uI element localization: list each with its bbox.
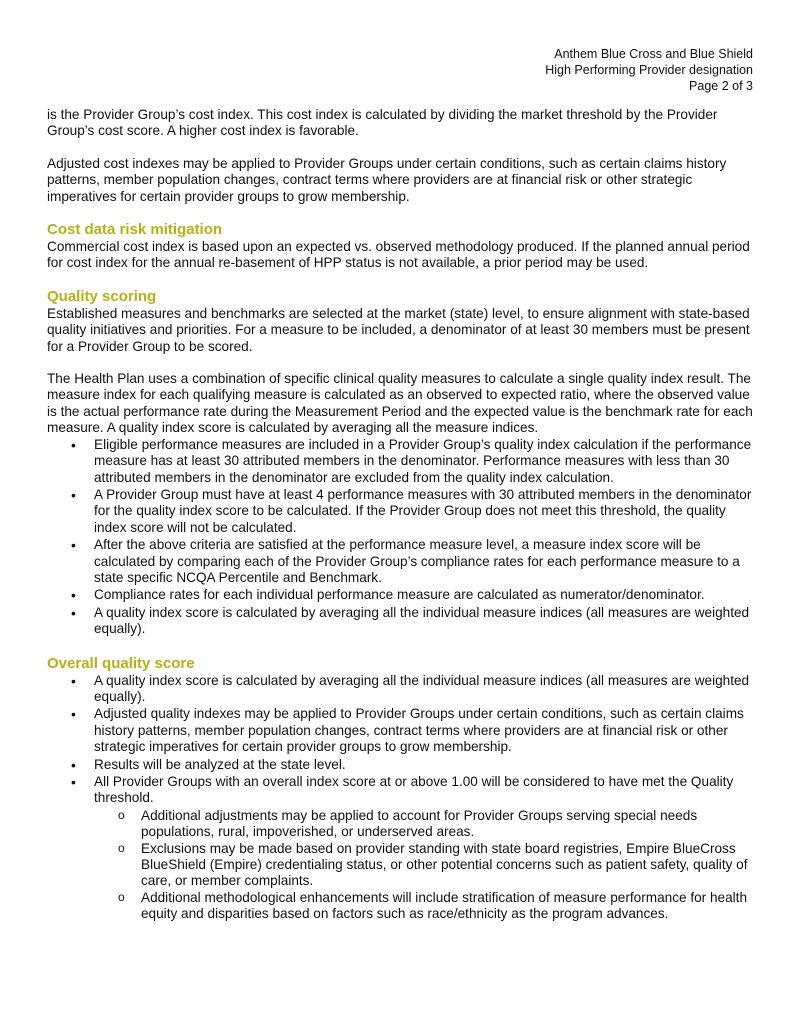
- cost-risk-heading: Cost data risk mitigation: [47, 221, 223, 239]
- list-item: • After the above criteria are satisfied at the performance measure level, a measure index score will be calculated by comparing each of the Provider Group’s compliance rates for each performance measure to a state specific NCQA Percentile and Benchmark.: [47, 537, 759, 586]
- quality-scoring-paragraph-2: The Health Plan uses a combination of specific clinical quality measures to calculate a single quality index result. The measure index for each qualifying measure is calculated as an observed to expected ratio, where the observed value is the actual performance rate during the Measurement Period and the expected value is the benchmark rate for each measure. A quality index score is calculated by averaging all the measure indices.: [47, 371, 753, 436]
- sub-list-item: o Exclusions may be made based on provider standing with state board registries, Empire BlueCross BlueShield (Empire) credentialing status, or other potential concerns such as patient safety, quality of care, or member complaints.: [94, 841, 759, 890]
- list-item: • A quality index score is calculated by averaging all the individual measure indices (all measures are weighted equally).: [47, 673, 759, 706]
- document-body: [47, 107, 759, 923]
- page-header: [545, 46, 753, 94]
- sub-list-item: o Additional methodological enhancements will include stratification of measure performance for health equity and disparities based on factors such as race/ethnicity as the program advances.: [94, 890, 759, 923]
- overall-quality-heading: Overall quality score: [47, 654, 195, 672]
- header-page-number: Page 2 of 3: [689, 79, 753, 93]
- list-item: • A Provider Group must have at least 4 performance measures with 30 attributed members in the denominator for the quality index score to be calculated. If the Provider Group does not meet this threshold, the quality index score will not be calculated.: [47, 487, 759, 536]
- list-item: • Results will be analyzed at the state level.: [47, 757, 759, 773]
- list-item: • Compliance rates for each individual performance measure are calculated as numerator/denominator.: [47, 587, 759, 603]
- sub-list-item: o Additional adjustments may be applied to account for Provider Groups serving special needs populations, rural, impoverished, or underserved areas.: [94, 808, 759, 841]
- intro-paragraph-1: is the Provider Group’s cost index. This cost index is calculated by dividing the market threshold by the Provider Group’s cost score. A higher cost index is favorable.: [47, 107, 718, 139]
- cost-risk-paragraph: Commercial cost index is based upon an expected vs. observed methodology produced. If the planned annual period for cost index for the annual re-basement of HPP status is not available, a prior period may be used.: [47, 239, 750, 271]
- quality-scoring-paragraph-1: Established measures and benchmarks are selected at the market (state) level, to ensure alignment with state-based quality initiatives and priorities. For a measure to be included, a denominator of at least 30 members must be present for a Provider Group to be scored.: [47, 305, 750, 354]
- list-item: • Adjusted quality indexes may be applied to Provider Groups under certain conditions, such as certain claims history patterns, member population changes, contract terms where providers are at financial risk or other strategic imperatives for certain provider groups to grow membership.: [47, 706, 759, 755]
- quality-scoring-list: [47, 437, 759, 638]
- list-item: • A quality index score is calculated by averaging all the individual measure indices (all measures are weighted equally).: [47, 605, 759, 638]
- header-company: Anthem Blue Cross and Blue Shield: [554, 47, 753, 61]
- list-item: • All Provider Groups with an overall index score at or above 1.00 will be considered to have met the Quality threshold.: [47, 774, 759, 807]
- quality-scoring-heading: Quality scoring: [47, 287, 157, 305]
- list-item: • Eligible performance measures are included in a Provider Group’s quality index calculation if the performance measure has at least 30 attributed members in the denominator. Performance measures with less than 30 attributed members in the denominator are excluded from the quality index calculation.: [47, 437, 759, 486]
- intro-paragraph-2: Adjusted cost indexes may be applied to Provider Groups under certain conditions, such as certain claims history patterns, member population changes, contract terms where providers are at financial risk or other strategic imperatives for certain provider groups to grow membership.: [47, 155, 727, 204]
- overall-quality-sublist: [47, 808, 759, 923]
- overall-quality-list: [47, 673, 759, 807]
- header-program: High Performing Provider designation: [545, 63, 753, 77]
